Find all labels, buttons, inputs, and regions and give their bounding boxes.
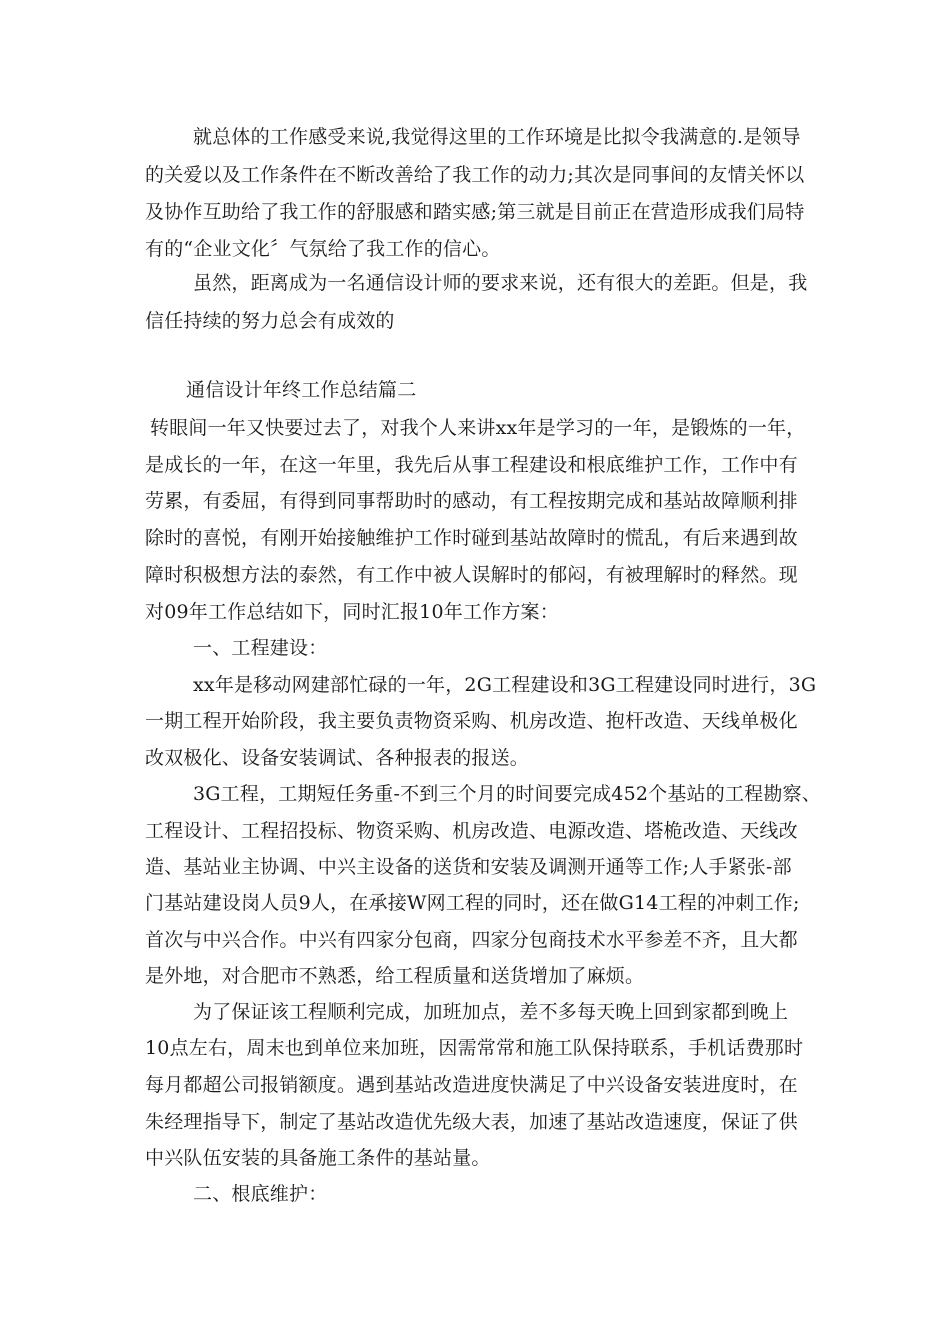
paragraph-line: 转眼间一年又快要过去了，对我个人来讲xx年是学习的一年，是锻炼的一年， [150, 417, 806, 439]
paragraph-line: 劳累，有委屈，有得到同事帮助时的感动，有工程按期完成和基站故障顺利排 [145, 490, 798, 512]
paragraph-line: 是外地，对合肥市不熟悉，给工程质量和送货增加了麻烦。 [145, 965, 645, 987]
paragraph-line: 障时积极想方法的泰然，有工作中被人误解时的郁闷，有被理解时的释然。现 [145, 564, 798, 586]
paragraph-line: 首次与中兴合作。中兴有四家分包商，四家分包商技术水平参差不齐，且大都 [145, 929, 798, 951]
paragraph-line: 是成长的一年，在这一年里，我先后从事工程建设和根底维护工作，工作中有 [145, 454, 798, 476]
paragraph-line: xx年是移动网建部忙碌的一年，2G工程建设和3G工程建设同时进行，3G [193, 674, 817, 696]
paragraph-line: 除时的喜悦，有刚开始接触维护工作时碰到基站故障时的慌乱，有后来遇到故 [145, 527, 798, 549]
section-title: 通信设计年终工作总结篇二 [186, 379, 417, 401]
paragraph-line: 工程设计、工程招投标、物资采购、机房改造、电源改造、塔桅改造、天线改 [145, 820, 798, 842]
section-heading: 二、根底维护： [193, 1183, 328, 1205]
paragraph-line: 对09年工作总结如下，同时汇报10年工作方案： [145, 601, 559, 623]
paragraph-line: 为了保证该工程顺利完成，加班加点，差不多每天晚上回到家都到晚上 [193, 1001, 789, 1023]
paragraph-line: 3G工程，工期短任务重-不到三个月的时间要完成452个基站的工程勘察、 [193, 783, 821, 805]
paragraph-line: 改双极化、设备安装调试、各种报表的报送。 [145, 747, 530, 769]
paragraph-line: 朱经理指导下，制定了基站改造优先级大表，加速了基站改造速度，保证了供 [145, 1111, 798, 1133]
paragraph-line: 10点左右，周末也到单位来加班，因需常常和施工队保持联系，手机话费那时 [145, 1037, 804, 1059]
paragraph-line: 中兴队伍安装的具备施工条件的基站量。 [145, 1147, 491, 1169]
paragraph-line: 造、基站业主协调、中兴主设备的送货和安装及调测开通等工作;人手紧张-部 [145, 856, 792, 878]
paragraph-line: 有的“企业文化〞气氛给了我工作的信心。 [145, 238, 501, 260]
paragraph-line: 虽然，距离成为一名通信设计师的要求来说，还有很大的差距。但是，我 [193, 272, 808, 294]
paragraph-line: 及协作互助给了我工作的舒服感和踏实感;第三就是目前正在营造形成我们局特 [145, 201, 805, 223]
paragraph-line: 信任持续的努力总会有成效的 [145, 310, 395, 332]
paragraph-line: 每月都超公司报销额度。遇到基站改造进度快满足了中兴设备安装进度时，在 [145, 1074, 798, 1096]
section-heading: 一、工程建设： [193, 637, 328, 659]
paragraph-line: 的关爱以及工作条件在不断改善给了我工作的动力;其次是同事间的友情关怀以 [145, 164, 805, 186]
paragraph-line: 门基站建设岗人员9人，在承接W网工程的同时，还在做G14工程的冲刺工作; [145, 892, 800, 914]
paragraph-line: 就总体的工作感受来说,我觉得这里的工作环境是比拟令我满意的.是领导 [193, 126, 801, 148]
paragraph-line: 一期工程开始阶段，我主要负责物资采购、机房改造、抱杆改造、天线单极化 [145, 710, 798, 732]
